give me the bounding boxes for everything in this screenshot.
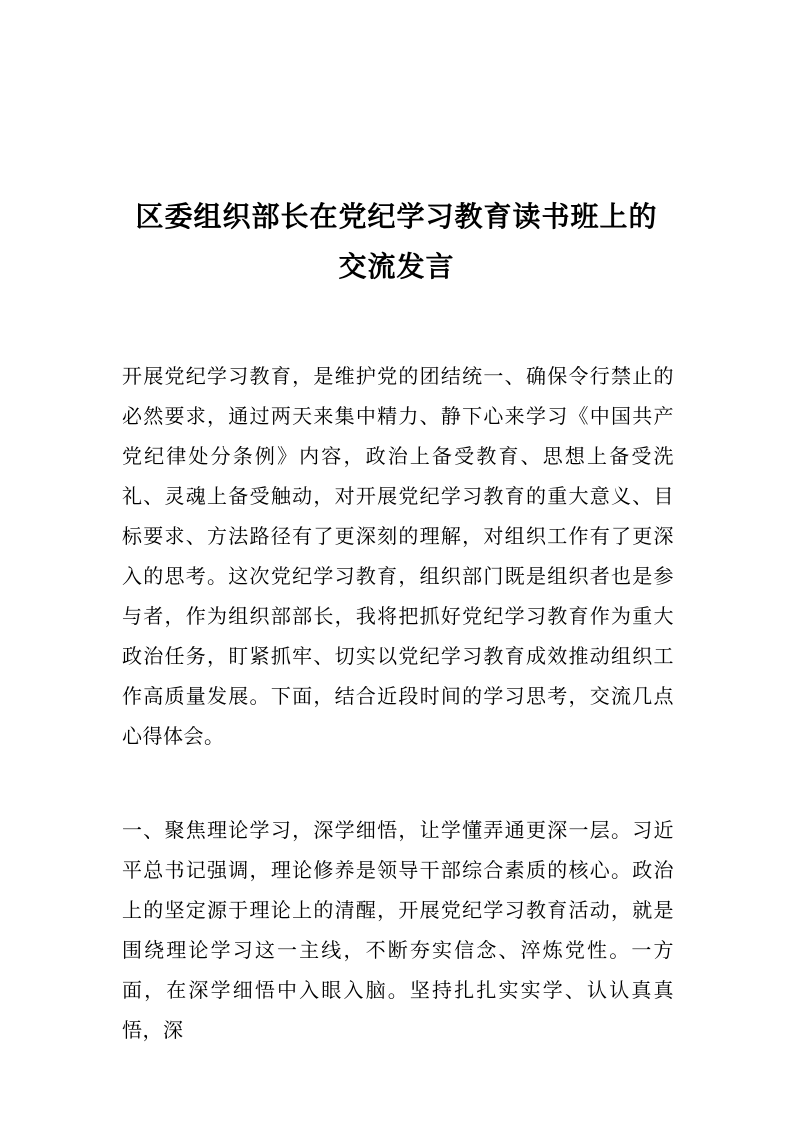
paragraph-intro: 开展党纪学习教育，是维护党的团结统一、确保令行禁止的必然要求，通过两天来集中精力、静下心来学习《中国共产党纪律处分条例》内容，政治上备受教育、思想上备受洗礼、灵魂上备受触动，对开展党纪学习教育的重大意义、目标要求、方法路径有了更深刻的理解，对组织工作有了更深入的思考。这次党纪学习教育，组织部门既是组织者也是参与者，作为组织部部长，我将把抓好党纪学习教育作为重大政治任务，盯紧抓牢、切实以党纪学习教育成效推动组织工作高质量发展。下面，结合近段时间的学习思考，交流几点心得体会。 [122, 364, 674, 748]
paragraph-section-one: 一、聚焦理论学习，深学细悟，让学懂弄通更深一层。习近平总书记强调，理论修养是领导干部综合素质的核心。政治上的坚定源于理论上的清醒，开展党纪学习教育活动，就是围绕理论学习这一主线，不断夯实信念、淬炼党性。一方面，在深学细悟中入眼入脑。坚持扎扎实实学、认认真真悟，深 [122, 818, 674, 1042]
document-title [100, 192, 693, 292]
title-line-1: 区委组织部长在党纪学习教育读书班上的 [135, 200, 658, 233]
title-line-2: 交流发言 [338, 250, 455, 283]
